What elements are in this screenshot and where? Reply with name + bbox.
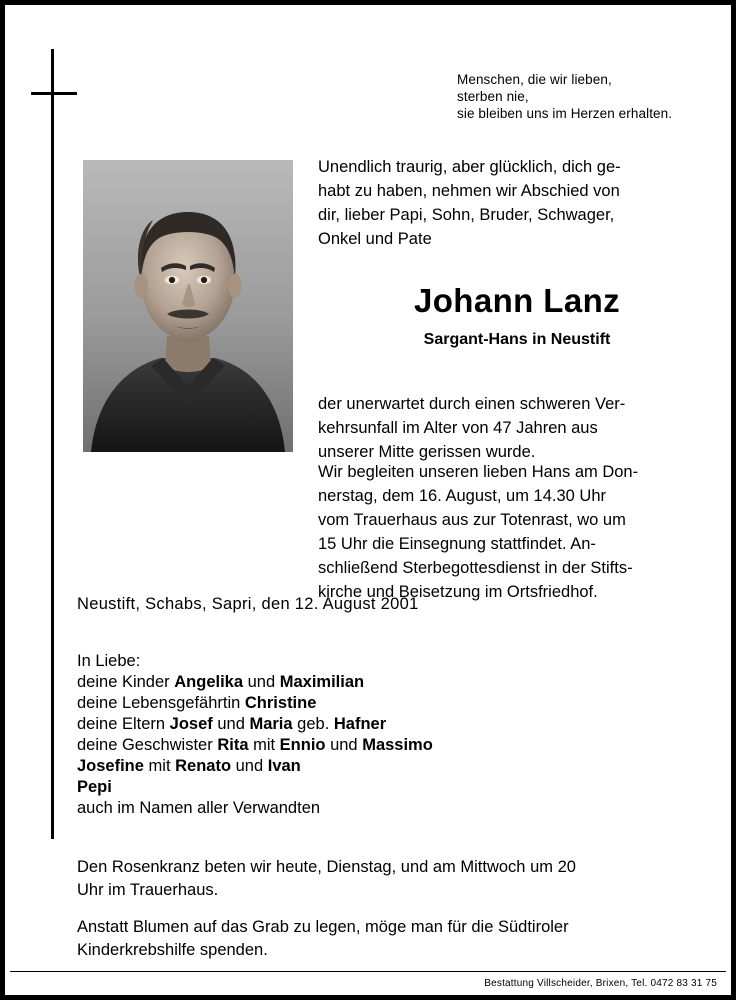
- cause-paragraph: [318, 392, 718, 464]
- family-line: deine Geschwister Rita mit Ennio und Massimo: [77, 736, 433, 754]
- donation-line-1: Anstatt Blumen auf das Grab zu legen, möge man für die Südtiroler: [77, 918, 569, 936]
- donation-line-2: Kinderkrebshilfe spenden.: [77, 941, 268, 959]
- family-line: deine Kinder Angelika und Maximilian: [77, 673, 365, 691]
- cross-horizontal-bar: [31, 92, 77, 95]
- funeral-paragraph: [318, 460, 718, 604]
- donation-note: [77, 916, 717, 962]
- lead-paragraph: [318, 155, 716, 251]
- funeral-line-1: Wir begleiten unseren lieben Hans am Don-: [318, 463, 639, 481]
- funeral-line-2: nerstag, dem 16. August, um 14.30 Uhr: [318, 487, 607, 505]
- closing-notes: [77, 856, 717, 976]
- motto-line-2: sterben nie,: [457, 89, 529, 104]
- deceased-name: Johann Lanz: [413, 282, 621, 319]
- family-line: deine Lebensgefährtin Christine: [77, 694, 317, 712]
- rosary-line-2: Uhr im Trauerhaus.: [77, 881, 219, 899]
- rosary-line-1: Den Rosenkranz beten wir heute, Dienstag, und am Mittwoch um 20: [77, 858, 576, 876]
- cause-line-1: der unerwartet durch einen schweren Ver-: [318, 395, 626, 413]
- funeral-line-5: schließend Sterbegottesdienst in der Stifts-: [318, 559, 633, 577]
- family-line: deine Eltern Josef und Maria geb. Hafner: [77, 715, 387, 733]
- family-line: auch im Namen aller Verwandten: [77, 799, 321, 817]
- portrait-photo-image: [83, 160, 293, 452]
- family-block: [77, 651, 433, 819]
- funeral-line-6: kirche und Beisetzung im Ortsfriedhof.: [318, 583, 598, 601]
- family-heading: In Liebe:: [77, 652, 141, 670]
- lead-line-1: Unendlich traurig, aber glücklich, dich ge-: [318, 158, 621, 176]
- family-line: Pepi: [77, 778, 112, 796]
- rosary-note: [77, 856, 717, 902]
- place-and-date: Neustift, Schabs, Sapri, den 12. August 2001: [77, 595, 419, 613]
- cause-line-2: kehrsunfall im Alter von 47 Jahren aus: [318, 419, 598, 437]
- lead-line-4: Onkel und Pate: [318, 230, 432, 248]
- motto-line-3: sie bleiben uns im Herzen erhalten.: [457, 106, 673, 121]
- obituary-inner: [5, 5, 731, 995]
- cause-line-3: unserer Mitte gerissen wurde.: [318, 443, 536, 461]
- lead-line-3: dir, lieber Papi, Sohn, Bruder, Schwager,: [318, 206, 615, 224]
- deceased-nickname: Sargant-Hans in Neustift: [423, 331, 611, 348]
- motto-line-1: Menschen, die wir lieben,: [457, 72, 612, 87]
- cross-vertical-bar: [51, 49, 54, 839]
- footer-divider: [10, 971, 726, 972]
- funeral-line-3: vom Trauerhaus aus zur Totenrast, wo um: [318, 511, 626, 529]
- family-line: Josefine mit Renato und Ivan: [77, 757, 301, 775]
- motto-block: [457, 71, 672, 122]
- funeral-line-4: 15 Uhr die Einsegnung stattfindet. An-: [318, 535, 596, 553]
- lead-line-2: habt zu haben, nehmen wir Abschied von: [318, 182, 620, 200]
- portrait-photo: [83, 160, 293, 452]
- funeral-home-footer: Bestattung Villscheider, Brixen, Tel. 0472 83 31 75: [484, 978, 717, 989]
